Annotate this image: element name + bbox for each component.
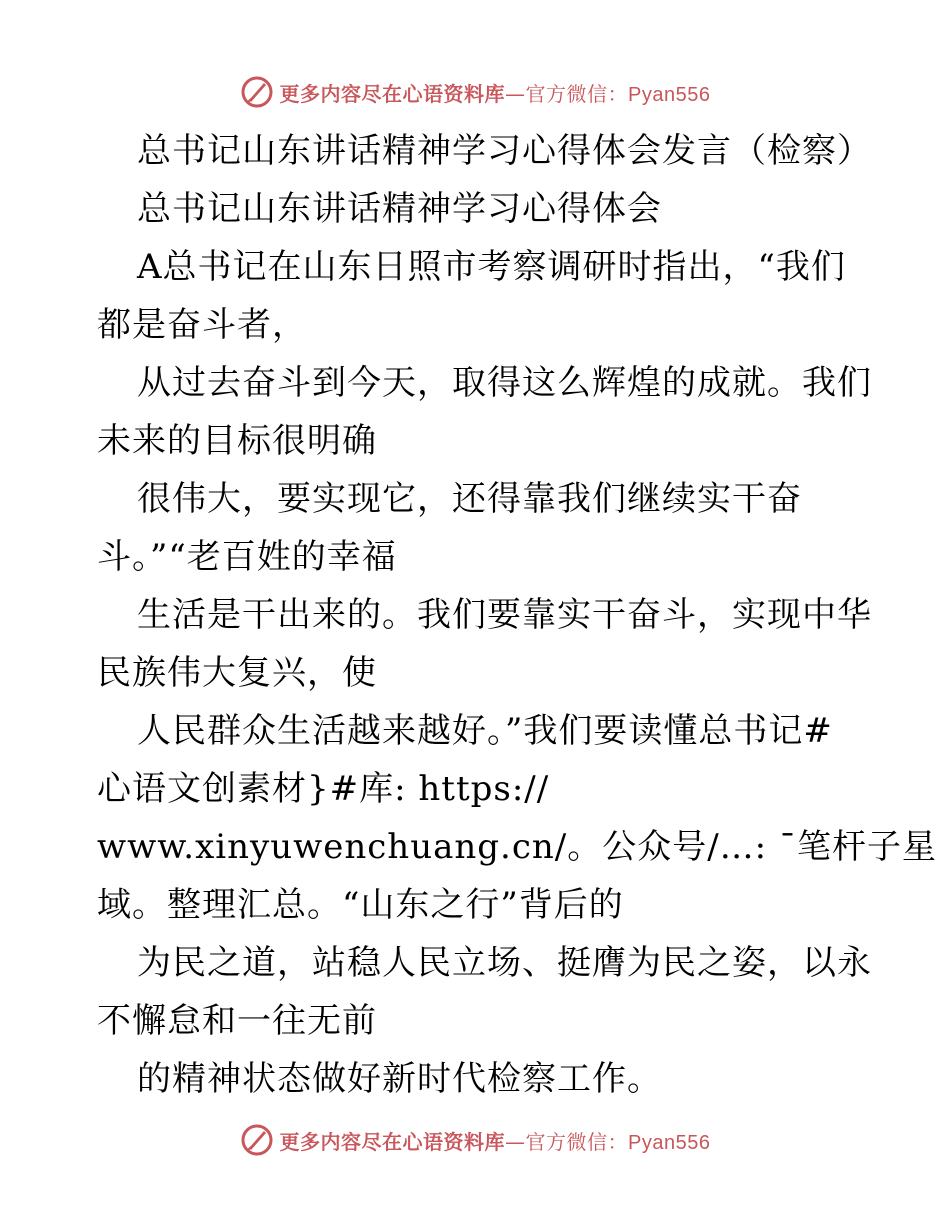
quill-seal-icon xyxy=(240,75,274,109)
watermark-dash: — xyxy=(505,81,526,106)
watermark-handle: Pyan556 xyxy=(628,1131,711,1154)
text-line: 生活是干出来的。我们要靠实干奋斗，实现中华 xyxy=(137,595,872,635)
text-line: 为民之道，站稳人民立场、挺膺为民之姿，以永 xyxy=(137,943,872,983)
watermark-label: 官方微信： xyxy=(525,81,629,106)
document-title: 总书记山东讲话精神学习心得体会发言（检察） xyxy=(137,131,872,171)
watermark-lead: 更多内容尽在心语资料库 xyxy=(279,81,506,106)
text-line: 从过去奋斗到今天，取得这么辉煌的成就。我们 xyxy=(137,363,872,403)
text-line: www.xinyuwenchuang.cn/。公众号/…: ¯笔杆子星 xyxy=(97,827,937,867)
text-line: 不懈怠和一往无前 xyxy=(97,1001,377,1041)
footer-watermark xyxy=(0,1120,950,1160)
text-line: 都是奋斗者， xyxy=(97,305,307,345)
text-line: 很伟大，要实现它，还得靠我们继续实干奋 xyxy=(137,479,802,519)
watermark-lead: 更多内容尽在心语资料库 xyxy=(279,1129,506,1154)
document-body xyxy=(97,122,937,1108)
text-line: A总书记在山东日照市考察调研时指出，“我们 xyxy=(137,247,846,287)
watermark-dash: — xyxy=(505,1129,526,1154)
document-subtitle: 总书记山东讲话精神学习心得体会 xyxy=(137,189,662,229)
watermark-text xyxy=(280,1126,711,1155)
watermark-label: 官方微信： xyxy=(525,1129,629,1154)
text-line: 的精神状态做好新时代检察工作。 xyxy=(137,1059,662,1099)
text-line: 民族伟大复兴，使 xyxy=(97,653,377,693)
header-watermark xyxy=(0,72,950,112)
text-line: 未来的目标很明确 xyxy=(97,421,377,461)
quill-seal-icon xyxy=(240,1123,274,1157)
watermark-handle: Pyan556 xyxy=(628,83,711,106)
text-line: 斗。”“老百姓的幸福 xyxy=(97,537,397,577)
watermark-text xyxy=(280,78,711,107)
text-line: 心语文创素材}#库: https:// xyxy=(97,769,550,809)
text-line: 人民群众生活越来越好。”我们要读懂总书记# xyxy=(137,711,833,751)
text-line: 域。整理汇总。“山东之行”背后的 xyxy=(97,885,624,925)
